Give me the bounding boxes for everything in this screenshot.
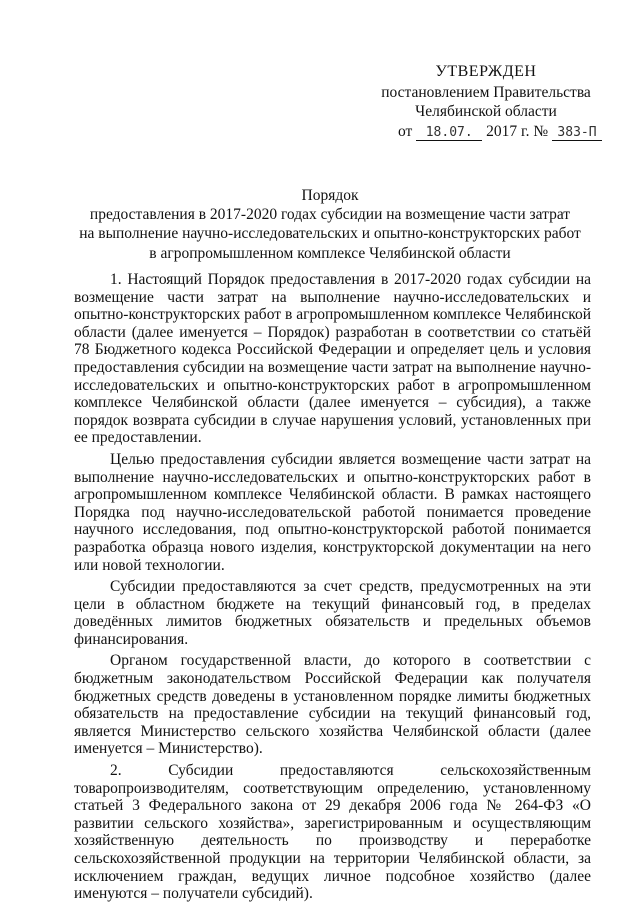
approval-line-region: Челябинской области bbox=[415, 103, 557, 120]
title-line-3: на выполнение научно-исследовательских и опытно-конструкторских работ bbox=[79, 225, 581, 243]
document-title bbox=[60, 186, 600, 263]
handwritten-date: 18.07. bbox=[416, 125, 482, 141]
paragraph-2: Целью предоставления субсидии является возмещение части затрат на выполнение научно-исследовательских и опытно-конструкторских работ в агропромышленном комплексе Челябинской области. В рамках настоящего Порядка под научно-исследовательской работой понимается проведение научного исследования, под опытно-конструкторской работой понимается разработка образца нового изделия, конструкторской документации на него или новой технологии. bbox=[74, 450, 591, 574]
year-text: 2017 г. № bbox=[486, 122, 549, 140]
title-line-1: Порядок bbox=[301, 187, 359, 204]
approval-block bbox=[370, 62, 602, 141]
approval-dateline bbox=[370, 122, 602, 142]
title-line-4: в агропромышленном комплексе Челябинской области bbox=[149, 244, 511, 262]
paragraph-5: 2. Субсидии предоставляются сельскохозяйственным товаропроизводителям, соответствующим определению, установленному статьей 3 Федерального закона от 29 декабря 2006 года № 264-ФЗ «О развитии сельского хозяйства», зарегистрированным и осуществляющим хозяйственную деятельность по производству и переработке сельскохозяйственной продукции на территории Челябинской области, за исключением граждан, ведущих личное подсобное хозяйство (далее именуются – получатели субсидий). bbox=[74, 762, 591, 903]
paragraph-3: Субсидии предоставляются за счет средств, предусмотренных на эти цели в областном бюджете на текущий финансовый год, в пределах доведённых лимитов бюджетных обязательств и предельных объемов финансирования. bbox=[74, 578, 591, 648]
title-line-2: предоставления в 2017-2020 годах субсидии на возмещение части затрат bbox=[89, 206, 571, 224]
handwritten-number: 383-П bbox=[552, 125, 602, 141]
approval-line-resolution: постановлением Правительства bbox=[381, 83, 591, 101]
paragraph-4: Органом государственной власти, до которого в соответствии с бюджетным законодательством Российской Федерации как получателя бюджетных средств доведены в установленном порядке лимиты бюджетных обязательств на предоставление субсидии на текущий финансовый год, является Министерство сельского хозяйства Челябинской области (далее именуется – Министерство). bbox=[74, 652, 591, 758]
paragraph-1: 1. Настоящий Порядок предоставления в 2017-2020 годах субсидии на возмещение части затрат на выполнение научно-исследовательских и опытно-конструкторских работ в агропромышленном комплексе Челябинской области (далее именуется – Порядок) разработан в соответствии со статьёй 78 Бюджетного кодекса Российской Федерации и определяет цель и условия предоставления субсидии на возмещение части затрат на выполнение научно-исследовательских и опытно-конструкторских работ в агропромышленном комплексе Челябинской области (далее именуется – субсидия), а также порядок возврата субсидии в случае нарушения условий, установленных при ее предоставлении. bbox=[74, 271, 591, 447]
date-prefix: от bbox=[398, 122, 413, 140]
document-body bbox=[74, 271, 591, 907]
approved-heading: УТВЕРЖДЕН bbox=[435, 63, 537, 80]
